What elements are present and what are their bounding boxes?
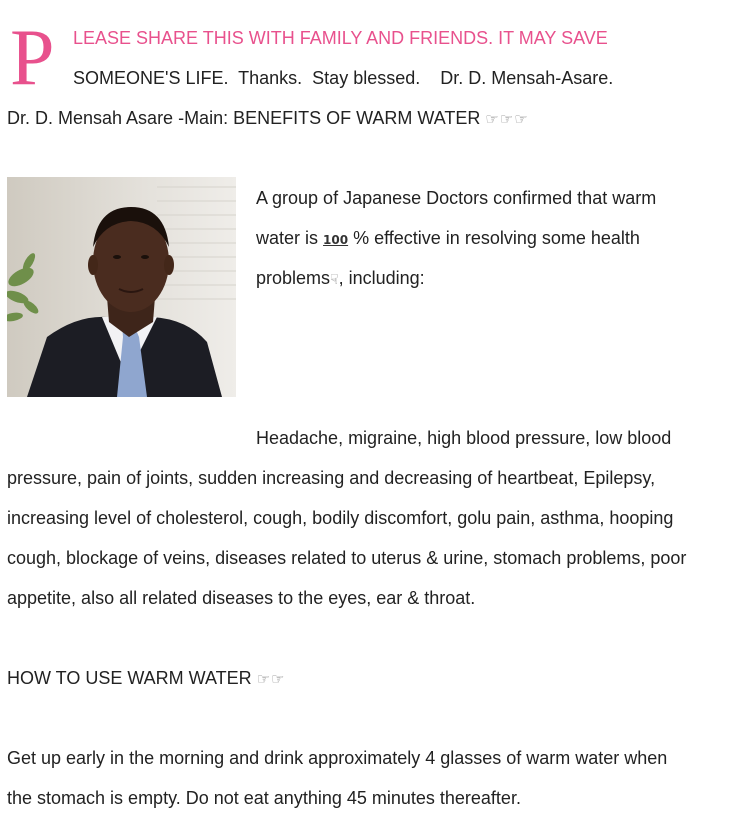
paragraph-3-line-1: Get up early in the morning and drink approximately 4 glasses of warm water when (7, 748, 668, 768)
paragraph-2-line-4: cough, blockage of veins, diseases related to uterus & urine, stomach problems, poor (7, 548, 687, 568)
paragraph-1-line-1: A group of Japanese Doctors confirmed that warm (256, 188, 657, 208)
paragraph-1-line-2-end: % effective in resolving some health (348, 228, 640, 248)
paragraph-2-line-5: appetite, also all related diseases to the eyes, ear & throat. (7, 588, 476, 608)
intro-line-1: LEASE SHARE THIS WITH FAMILY AND FRIENDS. IT MAY SAVE (73, 28, 608, 48)
paragraph-2-line-3: increasing level of cholesterol, cough, bodily discomfort, golu pain, asthma, hooping (7, 508, 674, 528)
paragraph-2-line-2: pressure, pain of joints, sudden increasing and decreasing of heartbeat, Epilepsy, (7, 468, 656, 488)
pointing-hand-icon: ☞☞☞ (485, 110, 529, 128)
paragraph-1-line-3 (256, 266, 425, 292)
pointing-hand-icon: ☞☞ (256, 670, 286, 688)
dropcap: P (10, 14, 55, 102)
paragraph-1-line-3-end: , including: (338, 268, 425, 288)
pointing-down-icon: ☟ (330, 272, 339, 288)
benefits-heading (7, 106, 529, 131)
portrait-photo-icon (7, 177, 236, 397)
intro-line-2: SOMEONE'S LIFE. Thanks. Stay blessed. Dr. D. Mensah-Asare. (73, 68, 614, 88)
paragraph-1-line-2-start: water is (256, 228, 324, 248)
benefits-heading-text: Dr. D. Mensah Asare -Main: BENEFITS OF WARM WATER (7, 108, 481, 128)
howto-heading-text: HOW TO USE WARM WATER (7, 668, 252, 688)
paragraph-2-line-1: Headache, migraine, high blood pressure, low blood (256, 428, 672, 448)
paragraph-1-line-2 (256, 226, 640, 252)
paragraph-1-line-3-start: problems (256, 268, 331, 288)
doctor-portrait (7, 177, 236, 397)
hundred-points-icon: 100 (323, 233, 349, 247)
paragraph-3-line-2: the stomach is empty. Do not eat anything 45 minutes thereafter. (7, 788, 521, 808)
howto-heading (7, 666, 286, 691)
